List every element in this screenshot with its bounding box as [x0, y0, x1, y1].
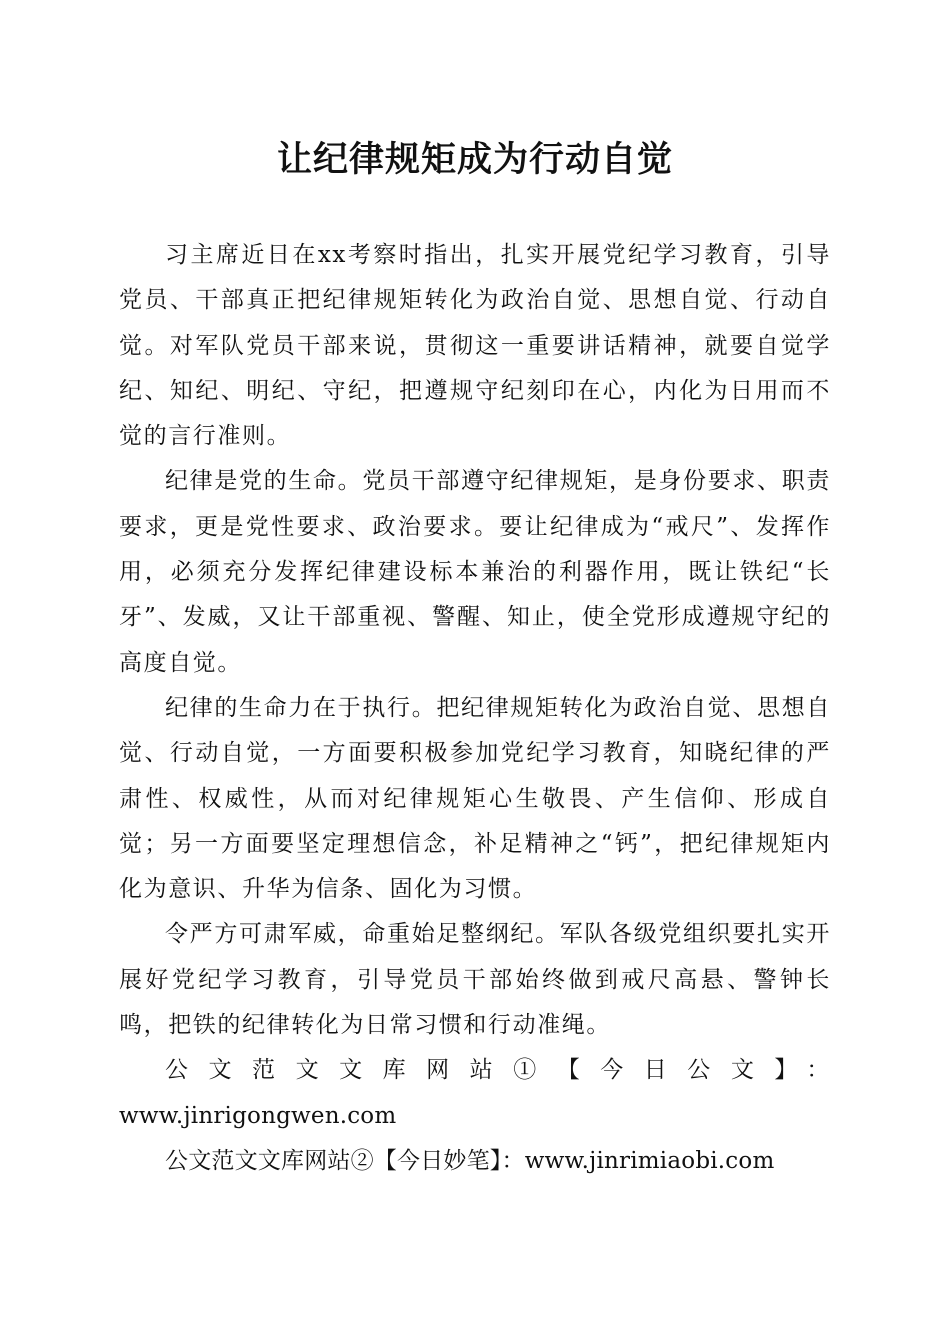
document-body — [119, 233, 831, 1184]
paragraph-4: 令严方可肃军威，命重始足整纲纪。军队各级党组织要扎实开展好党纪学习教育，引导党员干部始终做到戒尺高悬、警钟长鸣，把铁的纪律转化为日常习惯和行动准绳。 — [119, 921, 831, 1039]
footer-site-2: 公文范文文库网站②【今日妙笔】：www.jinrimiaobi.com — [165, 1147, 775, 1174]
document-title: 让纪律规矩成为行动自觉 — [276, 139, 673, 180]
paragraph-2: 纪律是党的生命。党员干部遵守纪律规矩，是身份要求、职责要求，更是党性要求、政治要求。要让纪律成为“戒尺”、发挥作用，必须充分发挥纪律建设标本兼治的利器作用，既让铁纪“长牙”、发威，又让干部重视、警醒、知止，使全党形成遵规守纪的高度自觉。 — [119, 468, 831, 676]
footer-site-1-label: 公文范文文库网站①【今日公文】： — [165, 1057, 831, 1084]
footer-site-1-url: www.jinrigongwen.com — [119, 1102, 397, 1129]
paragraph-1: 习主席近日在xx考察时指出，扎实开展党纪学习教育，引导党员、干部真正把纪律规矩转化为政治自觉、思想自觉、行动自觉。对军队党员干部来说，贯彻这一重要讲话精神，就要自觉学纪、知纪、明纪、守纪，把遵规守纪刻印在心，内化为日用而不觉的言行准则。 — [119, 242, 831, 450]
paragraph-3: 纪律的生命力在于执行。把纪律规矩转化为政治自觉、思想自觉、行动自觉，一方面要积极参加党纪学习教育，知晓纪律的严肃性、权威性，从而对纪律规矩心生敬畏、产生信仰、形成自觉；另一方面要坚定理想信念，补足精神之“钙”，把纪律规矩内化为意识、升华为信条、固化为习惯。 — [119, 694, 831, 903]
